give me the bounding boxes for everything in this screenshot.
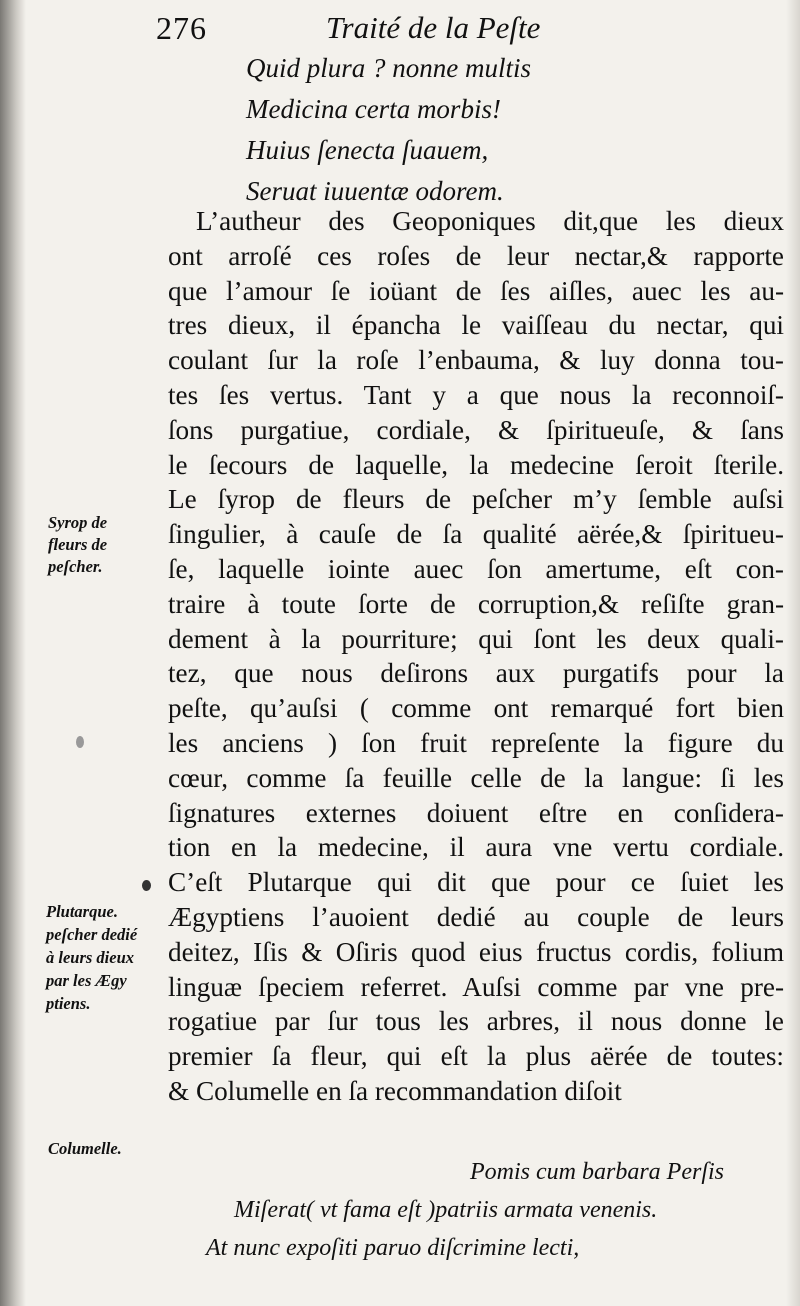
text-line: tion en la medecine, il aura vne vertu cordiale. (168, 832, 784, 863)
text-line: les anciens ) ſon fruit repreſente la figure du (168, 727, 784, 758)
text-line: peſte, qu’auſsi ( comme ont remarqué fort bien (168, 693, 784, 724)
text-line: Le ſyrop de fleurs de peſcher m’y ſemble auſsi (168, 484, 784, 515)
poem-line: Quid plura ? nonne multis (246, 53, 532, 83)
poem-line: Miſerat( vt fama eſt )patriis armata venenis. (234, 1197, 658, 1223)
text-line: rogatiue par ſur tous les arbres, il nous donne le (168, 1006, 784, 1037)
text-line: tres dieux, il épancha le vaiſſeau du nectar, qui (168, 310, 784, 341)
text-line: traire à toute ſorte de corruption,& reſiſte gran- (168, 588, 784, 619)
poem-line: Huius ſenecta ſuauem, (246, 135, 489, 165)
page-edge (786, 0, 800, 1306)
text-line: cœur, comme ſa feuille celle de la langue: ſi les (168, 762, 784, 793)
text-line: ſignatures externes doiuent eſtre en conſidera- (168, 797, 784, 828)
text-line: ſingulier, à cauſe de ſa qualité aërée,& ſpiritueu- (168, 519, 784, 550)
text-line: C’eſt Plutarque qui dit que pour ce ſuiet les (168, 867, 784, 898)
text-line: que l’amour ſe ioüant de ſes aiſles, auec les au- (168, 275, 784, 306)
margin-note-plutarque: Plutarque. peſcher dedié à leurs dieux par les Ægy ptiens. (46, 902, 138, 1013)
ink-speck (142, 880, 151, 891)
text-line: le ſecours de laquelle, la medecine ſeroit ſterile. (168, 449, 784, 480)
page-header (0, 8, 800, 48)
ink-speck (76, 736, 84, 748)
text-line: linguæ ſpeciem referret. Auſsi comme par vne pre- (168, 971, 784, 1002)
gutter-shadow (0, 0, 26, 1306)
text-line: coulant ſur la roſe l’enbauma, & luy donna tou- (168, 345, 784, 376)
text-line: ſe, laquelle iointe auec ſon amertume, eſt con- (168, 553, 784, 584)
text-line: Ægyptiens l’auoient dedié au couple de leurs (168, 901, 784, 932)
poem-top (246, 48, 766, 212)
text-line: tes ſes vertus. Tant y a que nous la reconnoiſ- (168, 379, 784, 410)
text-line: premier ſa fleur, qui eſt la plus aërée de toutes: (168, 1041, 784, 1072)
margin-note-syrop: Syrop de fleurs de peſcher. (48, 513, 108, 576)
body-text (168, 204, 784, 1109)
text-line: & Columelle en ſa recommandation diſoit (168, 1075, 622, 1106)
poem-line: Medicina certa morbis! (246, 94, 501, 124)
running-title: Traité de la Peſte (326, 10, 541, 45)
text-line: dement à la pourriture; qui ſont les deux quali- (168, 623, 784, 654)
poem-line: Pomis cum barbara Perſis (470, 1159, 724, 1185)
text-line: tez, que nous deſirons aux purgatifs pour la (168, 658, 784, 689)
text-line: deitez, Iſis & Oſiris quod eius fructus cordis, folium (168, 936, 784, 967)
margin-note-columelle: Columelle. (48, 1139, 122, 1158)
poem-line: Seruat iuuentæ odorem. (246, 176, 504, 206)
text-line: ont arroſé ces roſes de leur nectar,& rapporte (168, 240, 784, 271)
page-number: 276 (156, 10, 207, 46)
poem-line: At nunc expoſiti paruo diſcrimine lecti, (206, 1235, 580, 1261)
text-line: L’autheur des Geoponiques dit,que les dieux (196, 206, 784, 236)
text-line: ſons purgatiue, cordiale, & ſpiritueuſe, & ſans (168, 414, 784, 445)
